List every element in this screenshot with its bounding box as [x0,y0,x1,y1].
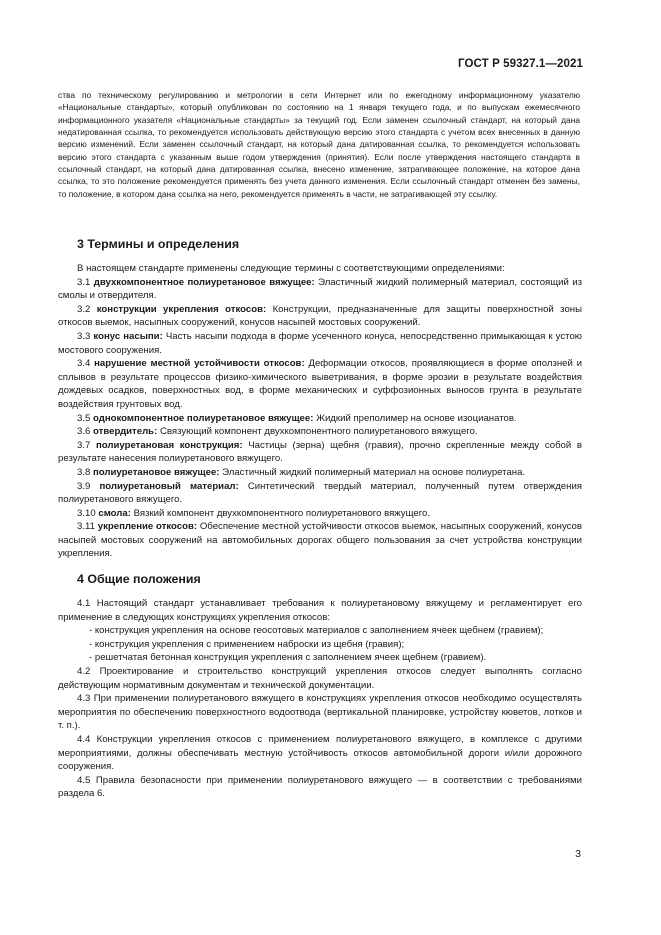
term-entry [58,357,582,411]
clause-4-3: 4.3 При применении полиуретанового вяжущего в конструкциях укрепления откосов необходимо осуществлять мероприятия по обеспечению поверхностного водоотвода (вертикальной планировке, устройству кюветов, лотков и т. п.). [58,693,582,732]
term-definition: Часть насыпи подхода в форме усеченного конуса, непосредственно примыкающая к устою мостового сооружения. [58,330,582,356]
clause-4-1: 4.1 Настоящий стандарт устанавливает требования к полиуретановому вяжущему и регламентирует его применение в следующих конструкциях укрепления откосов: [58,598,582,623]
intro-text [58,89,580,200]
term-definition: Эластичный жидкий полимерный материал на основе полиуретана. [222,466,526,478]
term-entry [58,520,582,561]
term-name: полиуретановое вяжущее: [93,466,220,478]
term-number: 3.6 [77,426,91,438]
clause-4-2: 4.2 Проектирование и строительство конструкций укрепления откосов следует выполнять согласно действующим нормативным документам и технической документации. [58,665,582,691]
clause-4-4: 4.4 Конструкции укрепления откосов с применением полиуретанового вяжущего, в комплексе с другими мероприятиями, должны обеспечивать местную устойчивость откосов автомобильной дороги и/или дорожного сооружения. [58,733,582,773]
term-name: нарушение местной устойчивости откосов: [94,358,305,370]
page-number: 3 [575,848,581,860]
term-entry [58,425,582,439]
section-3-lead: В настоящем стандарте применены следующие термины с соответствующими определениями: [77,263,505,274]
clause-4-5: 4.5 Правила безопасности при применении полиуретанового вяжущего — в соответствии с требованиями раздела 6. [58,774,582,800]
term-number: 3.3 [77,330,91,342]
term-number: 3.8 [77,466,91,478]
term-entry [58,276,582,303]
term-number: 3.5 [77,412,91,424]
section-3-heading: 3 Термины и определения [77,237,240,251]
section-4-heading: 4 Общие положения [77,572,201,586]
term-definition: Конструкции, предназначенные для защиты поверхностной зоны откосов выемок, насыпных сооружений, конусов насыпей мостовых сооружений. [58,303,582,329]
term-definition: Синтетический твердый материал, полученный путем отверждения полиуретанового вяжущего. [58,480,582,506]
term-entry [58,466,582,480]
section-3-body [58,262,582,561]
term-name: укрепление откосов: [97,521,198,533]
term-entry [58,480,582,507]
term-entry [58,439,582,466]
gost-code: ГОСТ Р 59327.1—2021 [458,58,583,70]
term-number: 3.9 [77,480,91,492]
term-definition: Эластичный жидкий полимерный материал, состоящий из смолы и отвердителя. [58,276,583,302]
list-item: - решетчатая бетонная конструкция укрепления с заполнением ячеек щебнем (гравием). [89,652,487,664]
term-definition: Связующий компонент двухкомпонентного полиуретанового вяжущего. [159,426,478,438]
term-name: однокомпонентное полиуретановое вяжущее: [93,412,314,424]
list-item: - конструкция укрепления на основе геосотовых материалов с заполнением ячеек щебнем (гравием); [89,625,544,637]
term-name: полиуретановая конструкция: [96,439,243,451]
term-name: двухкомпонентное полиуретановое вяжущее: [93,276,315,288]
term-definition: Частицы (зерна) щебня (гравия), прочно скрепленные между собой в результате нанесения полиуретанового вяжущего. [58,439,582,465]
term-number: 3.1 [77,276,91,288]
term-entry [58,412,582,426]
term-entry [58,303,582,330]
term-definition: Деформации откосов, проявляющиеся в форме оползней и сплывов в результате процессов физико-химического выветривания, в форме эрозии в результате воздействия дождевых осадков, поверхностных вод, в форме механических и суффозионных выносов грунта в результате воздействия грунтовых вод. [58,358,582,410]
term-name: смола: [98,507,131,519]
term-definition: Вязкий компонент двухкомпонентного полиуретанового вяжущего. [133,507,431,519]
term-name: полиуретановый материал: [99,480,239,492]
term-number: 3.2 [77,303,91,315]
list-item: - конструкция укрепления с применением наброски из щебня (гравия); [89,638,405,650]
term-name: отвердитель: [93,426,158,438]
term-number: 3.4 [77,358,91,370]
term-entry [58,330,582,357]
section-4-body [58,597,582,801]
term-definition: Жидкий преполимер на основе изоцианатов. [316,412,517,424]
term-number: 3.11 [77,521,95,533]
term-name: конструкции укрепления откосов: [96,303,267,315]
intro-paragraph: ства по техническому регулированию и метрологии в сети Интернет или по ежегодному информационному указателю «Национальные стандарты», который опубликован по состоянию на 1 января текущего года, и по выпускам ежемесячного информационного указателя «Национальные стандарты» за текущий год. Если заменен ссылочный стандарт, на который дана недатированная ссылка, то рекомендуется использовать действующую версию этого стандарта с учетом всех внесенных в данную версию изменений. Если заменен ссылочный стандарт, на который дана датированная ссылка, то рекомендуется использовать версию этого стандарта с указанным выше годом утверждения (принятия). Если после утверждения настоящего стандарта в ссылочный стандарт, на который дана датированная ссылка, внесено изменение, затрагивающее положение, на которое дана ссылка, то это положение рекомендуется применять без учета данного изменения. Если ссылочный стандарт отменен без замены, то положение, в котором дана ссылка на него, рекомендуется применять в части, не затрагивающей эту ссылку. [58,90,580,199]
term-number: 3.7 [77,439,91,451]
term-number: 3.10 [77,507,96,519]
term-name: конус насыпи: [93,330,163,342]
term-entry [58,507,582,521]
term-definition: Обеспечение местной устойчивости откосов выемок, насыпных сооружений, конусов насыпей мостовых сооружений на автомобильных дорогах общего пользования за счет устройства конструкции укрепления. [58,521,582,560]
